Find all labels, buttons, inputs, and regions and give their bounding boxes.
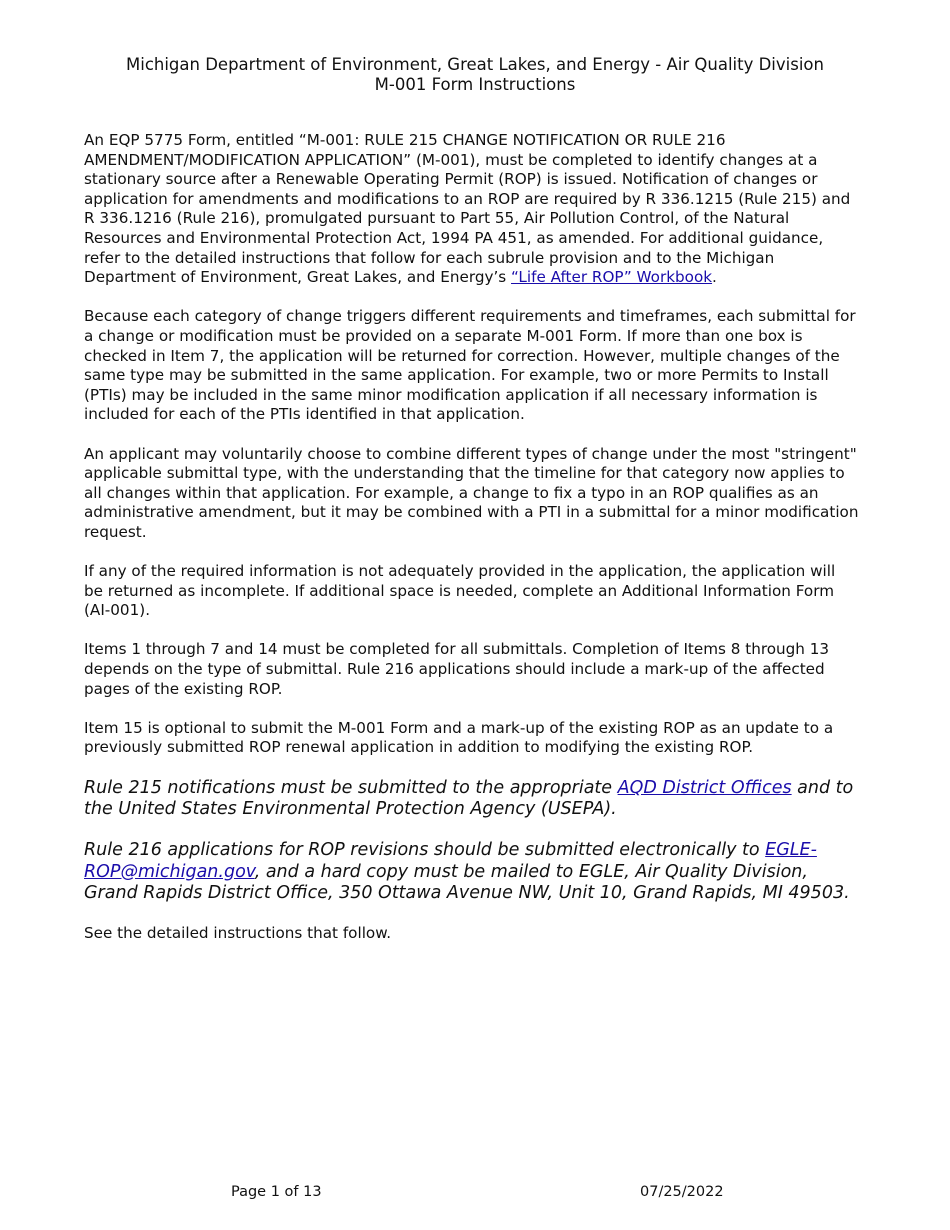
rule-216-end: , and a hard copy must be mailed to EGLE, Air Quality Division, Grand Rapids District Office, 350 Ottawa Avenue NW, Unit 10, Grand Rapids, MI 49503. bbox=[84, 861, 850, 904]
intro-end: . bbox=[712, 268, 717, 287]
page-number: Page 1 of 13 bbox=[231, 1184, 322, 1200]
instructions-body bbox=[84, 131, 859, 963]
rule-216-text: Rule 216 applications for ROP revisions should be submitted electronically to bbox=[84, 840, 766, 861]
aqd-district-offices-link[interactable]: AQD District Offices bbox=[617, 777, 792, 798]
rule-215-notice bbox=[84, 778, 859, 821]
document-header bbox=[0, 55, 950, 95]
intro-text: An EQP 5775 Form, entitled “M-001: RULE 215 CHANGE NOTIFICATION OR RULE 216 AMENDMENT/MODIFICATION APPLICATION” (M-001), must be completed to identify changes at a stationary source after a Renewable Operating Permit (ROP) is issued. Notification of changes or application for amendments and modifications to an ROP are required by R 336.1215 (Rule 215) and R 336.1216 (Rule 216), promulgated pursuant to Part 55, Air Pollution Control, of the Natural Resources and Environmental Protection Act, 1994 PA 451, as amended. For additional guidance, refer to the detailed instructions that follow for each subrule provision and to the Michigan Department of Environment, Great Lakes, and Energy’s bbox=[84, 131, 851, 287]
rule-215-end: and to the United States Environmental Protection Agency (USEPA). bbox=[84, 777, 854, 820]
see-instructions-paragraph: See the detailed instructions that follow. bbox=[84, 924, 392, 943]
revision-date: 07/25/2022 bbox=[640, 1184, 724, 1200]
item-15-paragraph: Item 15 is optional to submit the M-001 Form and a mark-up of the existing ROP as an update to a previously submitted ROP renewal application in addition to modifying the existing ROP. bbox=[84, 718, 834, 757]
intro-paragraph bbox=[84, 131, 859, 288]
separate-form-paragraph: Because each category of change triggers different requirements and timeframes, each submittal for a change or modification must be provided on a separate M-001 Form. If more than one box is checked in Item 7, the application will be returned for correction. However, multiple changes of the same type may be submitted in the same application. For example, two or more Permits to Install (PTIs) may be included in the same minor modification application if all necessary information is included for each of the PTIs identified in that application. bbox=[84, 307, 856, 424]
rule-215-text: Rule 215 notifications must be submitted to the appropriate bbox=[84, 777, 618, 798]
agency-title: Michigan Department of Environment, Great Lakes, and Energy - Air Quality Division bbox=[126, 55, 824, 74]
form-instructions-title: M-001 Form Instructions bbox=[374, 75, 576, 94]
incomplete-paragraph: If any of the required information is not adequately provided in the application, the application will be returned as incomplete. If additional space is needed, complete an Additional Information Form (AI-001). bbox=[84, 562, 836, 620]
rule-216-notice bbox=[84, 840, 859, 905]
life-after-rop-workbook-link[interactable]: “Life After ROP” Workbook bbox=[511, 268, 713, 287]
items-paragraph: Items 1 through 7 and 14 must be completed for all submittals. Completion of Items 8 through 13 depends on the type of submittal. Rule 216 applications should include a mark-up of the affected pages of the existing ROP. bbox=[84, 640, 830, 698]
egle-rop-email-link[interactable]: EGLE-ROP@michigan.gov bbox=[84, 840, 817, 882]
combine-changes-paragraph: An applicant may voluntarily choose to combine different types of change under the most "stringent" applicable submittal type, with the understanding that the timeline for that category now applies to all changes within that application. For example, a change to fix a typo in an ROP qualifies as an administrative amendment, but it may be combined with a PTI in a submittal for a minor modification request. bbox=[84, 444, 859, 541]
